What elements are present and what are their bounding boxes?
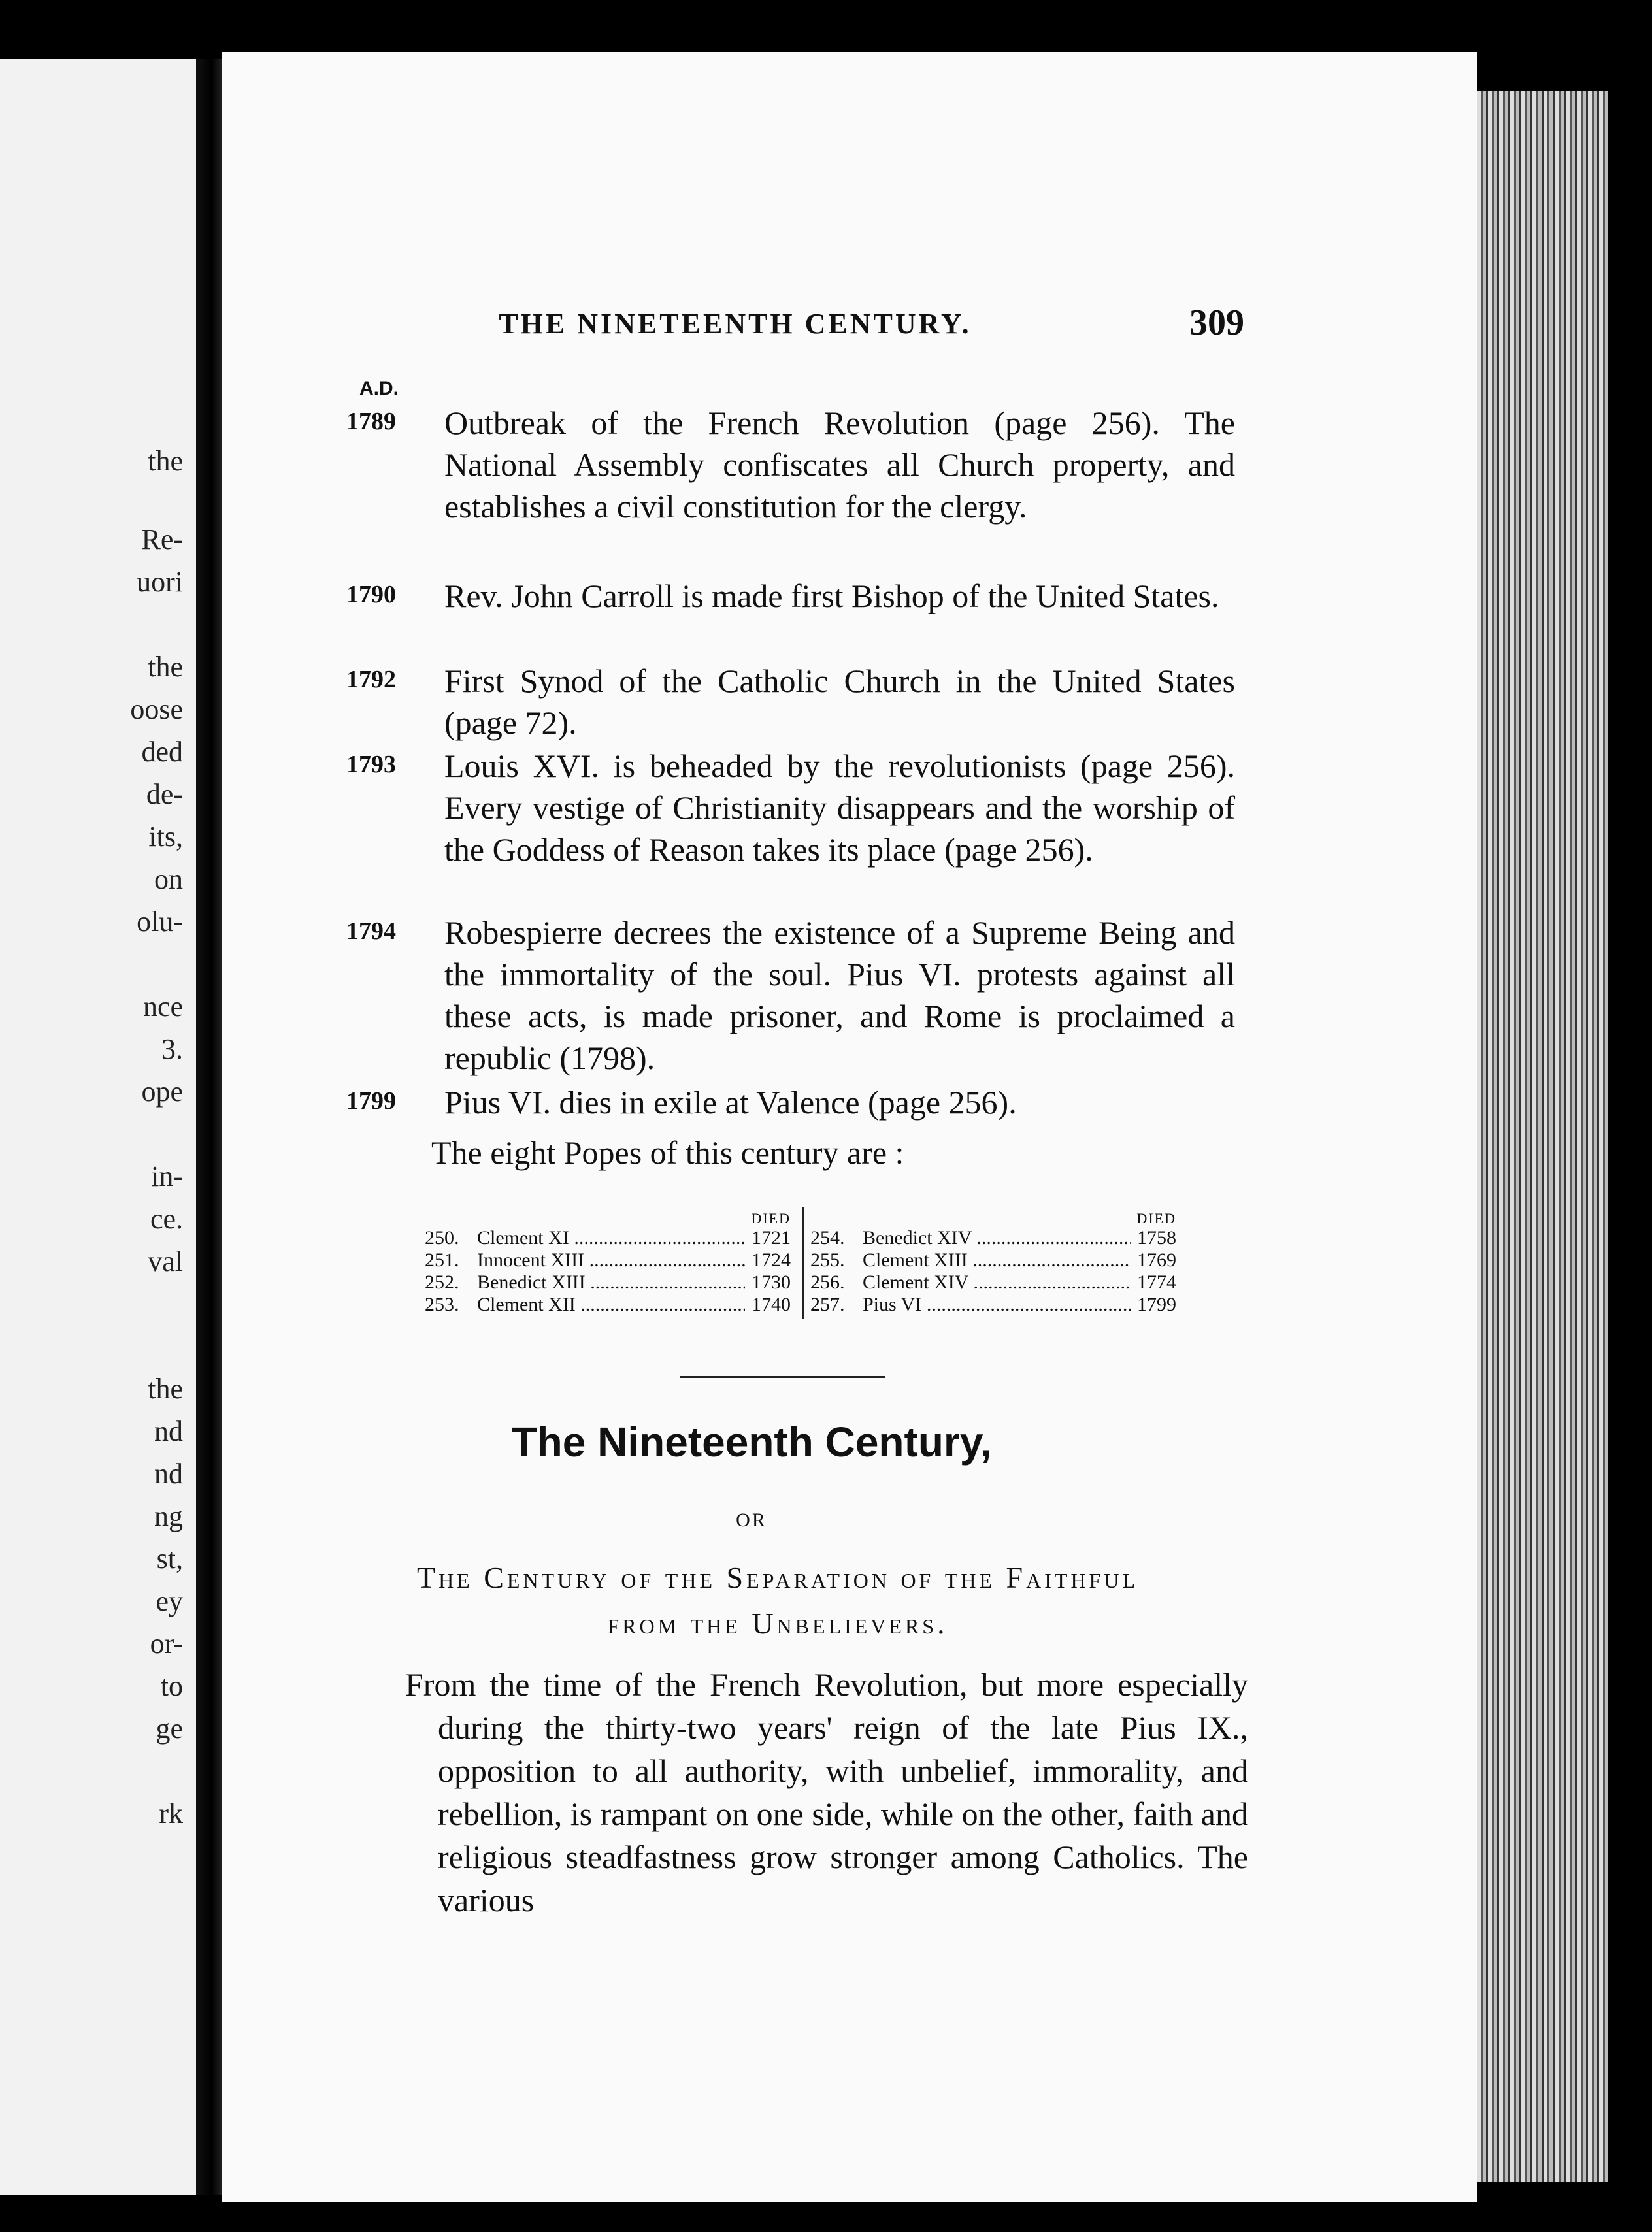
pope-name: Clement XI ..... bbox=[477, 1227, 745, 1249]
pope-number: 251. bbox=[425, 1249, 459, 1271]
page-number: 309 bbox=[1189, 303, 1244, 343]
entry-year: 1789 bbox=[346, 408, 396, 435]
pope-row bbox=[425, 1249, 791, 1272]
pope-row bbox=[425, 1272, 791, 1294]
died-header: DIED bbox=[1136, 1210, 1176, 1226]
pope-died: 1758 bbox=[1131, 1227, 1176, 1249]
previous-page-fragment: ded bbox=[141, 736, 183, 768]
pope-number: 253. bbox=[425, 1294, 459, 1315]
pope-row bbox=[810, 1272, 1176, 1294]
pope-died: 1721 bbox=[745, 1227, 791, 1249]
page-edges bbox=[1477, 91, 1608, 2182]
pope-name: Pius VI ..... bbox=[863, 1294, 1131, 1316]
previous-page-fragment: ope bbox=[141, 1075, 183, 1108]
entry-year: 1799 bbox=[346, 1087, 396, 1115]
previous-page-fragment: on bbox=[154, 863, 183, 895]
previous-page-fragment: the bbox=[148, 445, 183, 477]
pope-died: 1740 bbox=[745, 1294, 791, 1316]
chronology-entry bbox=[346, 660, 1242, 744]
section-title: The Nineteenth Century, bbox=[511, 1419, 992, 1466]
died-header: DIED bbox=[751, 1210, 791, 1226]
entry-year: 1794 bbox=[346, 917, 396, 945]
section-rule bbox=[680, 1376, 885, 1378]
previous-page-fragment: to bbox=[160, 1670, 183, 1702]
subtitle-line: from the Unbelievers. bbox=[607, 1607, 948, 1640]
pope-row bbox=[810, 1227, 1176, 1249]
chronology-entry bbox=[346, 745, 1242, 870]
pope-number: 257. bbox=[810, 1294, 845, 1315]
entry-year: 1792 bbox=[346, 666, 396, 693]
previous-page-fragment: ey bbox=[156, 1585, 183, 1617]
chronology-entry bbox=[346, 575, 1242, 617]
entry-year: 1793 bbox=[346, 751, 396, 778]
previous-page-fragment: olu- bbox=[137, 906, 183, 938]
section-or: OR bbox=[736, 1509, 767, 1531]
previous-page-fragment: uori bbox=[137, 566, 183, 598]
running-head: THE NINETEENTH CENTURY. bbox=[499, 308, 972, 340]
chronology-entry bbox=[346, 911, 1242, 1079]
previous-page-fragment: in- bbox=[151, 1160, 183, 1192]
previous-page-fragment: val bbox=[148, 1245, 183, 1277]
subtitle-line: The Century of the Separation of the Faithful bbox=[416, 1561, 1139, 1594]
chronology-entry bbox=[346, 402, 1242, 527]
previous-page-fragment: rk bbox=[159, 1797, 183, 1830]
entry-text: Rev. John Carroll is made first Bishop of the United States. bbox=[444, 578, 1219, 614]
pope-name: Clement XIV ..... bbox=[863, 1272, 1131, 1294]
previous-page-fragment: ng bbox=[154, 1500, 183, 1532]
entry-year: 1790 bbox=[346, 581, 396, 608]
previous-page-fragment: the bbox=[148, 651, 183, 683]
previous-page-fragment: nce bbox=[142, 991, 183, 1023]
pope-died: 1730 bbox=[745, 1272, 791, 1294]
previous-page-edge bbox=[0, 59, 196, 2195]
pope-row bbox=[810, 1249, 1176, 1272]
previous-page-fragment: or- bbox=[150, 1628, 183, 1660]
pope-name: Clement XIII ..... bbox=[863, 1249, 1131, 1272]
pope-name: Benedict XIV ..... bbox=[863, 1227, 1131, 1249]
entry-text: Pius VI. dies in exile at Valence (page 256). bbox=[444, 1084, 1017, 1121]
chronology-label: A.D. bbox=[359, 378, 399, 399]
popes-column-right bbox=[810, 1207, 1176, 1316]
pope-name: Clement XII ..... bbox=[477, 1294, 745, 1316]
pope-name: Innocent XIII ..... bbox=[477, 1249, 745, 1272]
section-subtitle bbox=[327, 1555, 1229, 1647]
background-shadow bbox=[1608, 65, 1652, 2232]
previous-page-fragment: 3. bbox=[161, 1033, 183, 1065]
pope-number: 254. bbox=[810, 1227, 845, 1249]
book-gutter bbox=[196, 59, 222, 2195]
entry-text: Louis XVI. is beheaded by the revolutionists (page 256). Every vestige of Christianity disappears and the worship of the Goddess of Reason takes its place (page 256). bbox=[444, 747, 1235, 868]
column-divider bbox=[802, 1207, 804, 1319]
chronology-entry bbox=[346, 1081, 1242, 1123]
pope-number: 256. bbox=[810, 1272, 845, 1293]
pope-row bbox=[425, 1294, 791, 1316]
pope-died: 1724 bbox=[745, 1249, 791, 1272]
pope-died: 1769 bbox=[1131, 1249, 1176, 1272]
pope-name: Benedict XIII ..... bbox=[477, 1272, 745, 1294]
previous-page-fragment: its, bbox=[148, 821, 183, 853]
entry-text: First Synod of the Catholic Church in the United States (page 72). bbox=[444, 663, 1235, 741]
pope-number: 255. bbox=[810, 1249, 845, 1271]
entry-text: Outbreak of the French Revolution (page 256). The National Assembly confiscates all Church property, and establishes a civil constitution for the clergy. bbox=[444, 404, 1235, 525]
previous-page-fragment: Re- bbox=[141, 523, 183, 555]
previous-page-fragment: ce. bbox=[150, 1203, 183, 1235]
previous-page-fragment: nd bbox=[154, 1415, 183, 1447]
previous-page-fragment: oose bbox=[130, 693, 183, 725]
pope-row bbox=[810, 1294, 1176, 1316]
popes-column-left bbox=[425, 1207, 791, 1316]
previous-page-fragment: the bbox=[148, 1373, 183, 1405]
pope-number: 252. bbox=[425, 1272, 459, 1293]
previous-page-fragment: nd bbox=[154, 1458, 183, 1490]
previous-page-fragment: de- bbox=[146, 778, 183, 810]
pope-died: 1799 bbox=[1131, 1294, 1176, 1316]
entry-text: Robespierre decrees the existence of a Supreme Being and the immortality of the soul. Pius VI. protests against all these acts, is made prisoner, and Rome is proclaimed a republic (1798). bbox=[444, 914, 1235, 1076]
pope-row bbox=[425, 1227, 791, 1249]
pope-died: 1774 bbox=[1131, 1272, 1176, 1294]
pope-number: 250. bbox=[425, 1227, 459, 1249]
previous-page-fragment: ge bbox=[156, 1713, 183, 1745]
popes-intro: The eight Popes of this century are : bbox=[431, 1134, 904, 1171]
body-paragraph: From the time of the French Revolution, but more especially during the thirty-two years' reign of the late Pius IX., opposition to all authority, with unbelief, immorality, and rebellion, is rampant on one side, while on the other, faith and religious steadfastness grow stronger among Catholics. The various bbox=[405, 1666, 1248, 1918]
previous-page-fragment: st, bbox=[156, 1543, 183, 1575]
